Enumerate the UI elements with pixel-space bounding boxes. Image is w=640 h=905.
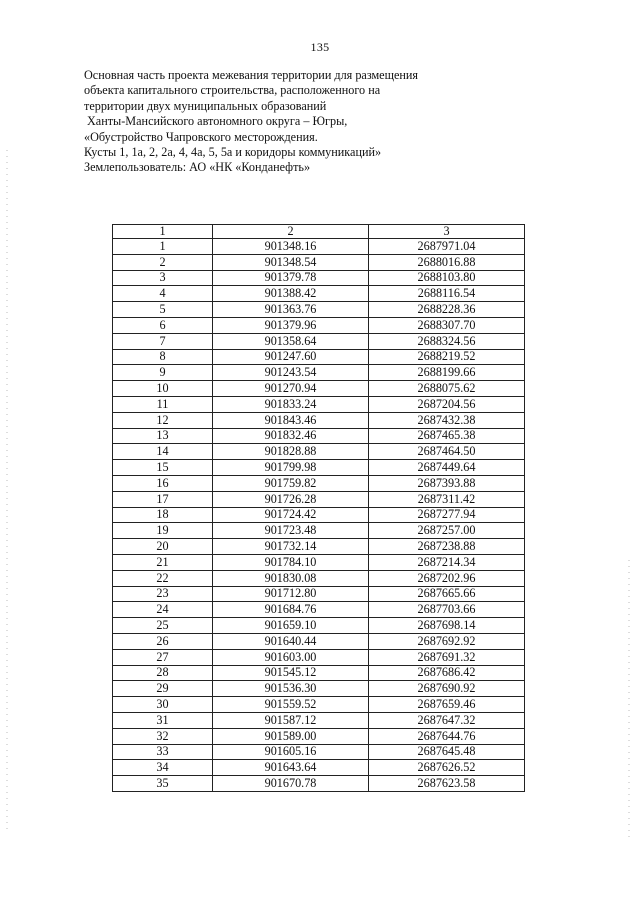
cell-x-coordinate: 901684.76 [213,602,369,618]
cell-point-number: 35 [113,776,213,792]
cell-y-coordinate: 2688307.70 [369,317,525,333]
cell-point-number: 10 [113,381,213,397]
cell-x-coordinate: 901830.08 [213,570,369,586]
cell-point-number: 2 [113,254,213,270]
cell-x-coordinate: 901536.30 [213,681,369,697]
cell-y-coordinate: 2688016.88 [369,254,525,270]
table-row [113,475,525,491]
table-row [113,444,525,460]
cell-x-coordinate: 901843.46 [213,412,369,428]
cell-point-number: 25 [113,618,213,634]
cell-point-number: 19 [113,523,213,539]
cell-point-number: 16 [113,475,213,491]
table-row [113,712,525,728]
table-row [113,633,525,649]
table-row [113,286,525,302]
table-row [113,523,525,539]
cell-x-coordinate: 901379.96 [213,317,369,333]
cell-point-number: 30 [113,697,213,713]
cell-point-number: 18 [113,507,213,523]
cell-x-coordinate: 901832.46 [213,428,369,444]
cell-point-number: 33 [113,744,213,760]
cell-y-coordinate: 2687432.38 [369,412,525,428]
cell-x-coordinate: 901833.24 [213,396,369,412]
coordinates-table [112,224,525,792]
cell-y-coordinate: 2687214.34 [369,554,525,570]
cell-x-coordinate: 901348.54 [213,254,369,270]
scan-edge-right [628,560,630,840]
cell-y-coordinate: 2687659.46 [369,697,525,713]
cell-point-number: 20 [113,539,213,555]
cell-x-coordinate: 901545.12 [213,665,369,681]
cell-x-coordinate: 901388.42 [213,286,369,302]
cell-x-coordinate: 901732.14 [213,539,369,555]
table-row [113,649,525,665]
table-row [113,333,525,349]
cell-x-coordinate: 901712.80 [213,586,369,602]
cell-y-coordinate: 2687465.38 [369,428,525,444]
cell-point-number: 34 [113,760,213,776]
cell-y-coordinate: 2688228.36 [369,302,525,318]
cell-y-coordinate: 2687238.88 [369,539,525,555]
cell-x-coordinate: 901363.76 [213,302,369,318]
cell-x-coordinate: 901559.52 [213,697,369,713]
cell-y-coordinate: 2687644.76 [369,728,525,744]
table-body [113,239,525,792]
header-line: «Обустройство Чапровского месторождения. [84,129,318,144]
table-row [113,744,525,760]
cell-y-coordinate: 2687698.14 [369,618,525,634]
table-row [113,491,525,507]
table-row [113,776,525,792]
cell-y-coordinate: 2687464.50 [369,444,525,460]
scan-edge-left [6,150,8,830]
table-row [113,728,525,744]
header-line: Ханты-Мансийского автономного округа – Югры, [87,114,348,129]
cell-y-coordinate: 2687647.32 [369,712,525,728]
cell-x-coordinate: 901589.00 [213,728,369,744]
cell-point-number: 21 [113,554,213,570]
cell-y-coordinate: 2687645.48 [369,744,525,760]
cell-x-coordinate: 901247.60 [213,349,369,365]
cell-point-number: 17 [113,491,213,507]
table-row [113,681,525,697]
table-row [113,317,525,333]
document-header [84,68,444,176]
cell-y-coordinate: 2687449.64 [369,460,525,476]
cell-point-number: 15 [113,460,213,476]
cell-y-coordinate: 2688219.52 [369,349,525,365]
cell-point-number: 3 [113,270,213,286]
cell-y-coordinate: 2688075.62 [369,381,525,397]
table-row [113,365,525,381]
cell-point-number: 28 [113,665,213,681]
table-header-row [113,225,525,239]
cell-y-coordinate: 2687665.66 [369,586,525,602]
cell-y-coordinate: 2687686.42 [369,665,525,681]
cell-point-number: 29 [113,681,213,697]
cell-x-coordinate: 901726.28 [213,491,369,507]
cell-x-coordinate: 901828.88 [213,444,369,460]
cell-x-coordinate: 901759.82 [213,475,369,491]
cell-y-coordinate: 2687257.00 [369,523,525,539]
cell-y-coordinate: 2688116.54 [369,286,525,302]
cell-x-coordinate: 901659.10 [213,618,369,634]
table-row [113,396,525,412]
page-number: 135 [310,40,330,54]
table-row [113,239,525,255]
column-header-x: 2 [213,225,369,239]
cell-x-coordinate: 901784.10 [213,554,369,570]
table-row [113,760,525,776]
cell-x-coordinate: 901358.64 [213,333,369,349]
cell-y-coordinate: 2687703.66 [369,602,525,618]
table-row [113,412,525,428]
table-row [113,507,525,523]
cell-x-coordinate: 901587.12 [213,712,369,728]
table-row [113,349,525,365]
cell-y-coordinate: 2687311.42 [369,491,525,507]
cell-y-coordinate: 2687971.04 [369,239,525,255]
header-line: территории двух муниципальных образований [84,98,327,113]
cell-y-coordinate: 2687691.32 [369,649,525,665]
cell-x-coordinate: 901640.44 [213,633,369,649]
table-row [113,428,525,444]
cell-x-coordinate: 901379.78 [213,270,369,286]
cell-x-coordinate: 901348.16 [213,239,369,255]
header-line: Землепользователь: АО «НК «Конданефть» [84,160,311,175]
cell-point-number: 11 [113,396,213,412]
cell-point-number: 9 [113,365,213,381]
header-line: объекта капитального строительства, расположенного на [84,83,381,98]
cell-point-number: 23 [113,586,213,602]
cell-y-coordinate: 2688324.56 [369,333,525,349]
table-row [113,697,525,713]
table-row [113,554,525,570]
column-header-point: 1 [113,225,213,239]
cell-x-coordinate: 901670.78 [213,776,369,792]
header-line: Основная часть проекта межевания территории для размещения [84,68,419,82]
table-row [113,381,525,397]
cell-point-number: 6 [113,317,213,333]
cell-y-coordinate: 2687692.92 [369,633,525,649]
table-row [113,586,525,602]
cell-point-number: 26 [113,633,213,649]
cell-y-coordinate: 2687204.56 [369,396,525,412]
cell-x-coordinate: 901243.54 [213,365,369,381]
header-line: Кусты 1, 1а, 2, 2а, 4, 4а, 5, 5а и коридоры коммуникаций» [84,145,382,160]
table-row [113,665,525,681]
cell-x-coordinate: 901723.48 [213,523,369,539]
cell-x-coordinate: 901605.16 [213,744,369,760]
cell-point-number: 12 [113,412,213,428]
cell-y-coordinate: 2688103.80 [369,270,525,286]
column-header-y: 3 [369,225,525,239]
cell-y-coordinate: 2687626.52 [369,760,525,776]
table-row [113,618,525,634]
cell-x-coordinate: 901643.64 [213,760,369,776]
table-row [113,270,525,286]
cell-point-number: 14 [113,444,213,460]
cell-point-number: 31 [113,712,213,728]
cell-point-number: 5 [113,302,213,318]
cell-y-coordinate: 2687202.96 [369,570,525,586]
table-row [113,570,525,586]
cell-point-number: 1 [113,239,213,255]
cell-point-number: 22 [113,570,213,586]
cell-point-number: 32 [113,728,213,744]
table-row [113,539,525,555]
cell-point-number: 4 [113,286,213,302]
table-row [113,602,525,618]
cell-x-coordinate: 901799.98 [213,460,369,476]
cell-x-coordinate: 901724.42 [213,507,369,523]
cell-y-coordinate: 2687690.92 [369,681,525,697]
cell-y-coordinate: 2687393.88 [369,475,525,491]
cell-x-coordinate: 901603.00 [213,649,369,665]
table-row [113,254,525,270]
cell-point-number: 24 [113,602,213,618]
cell-point-number: 27 [113,649,213,665]
cell-point-number: 7 [113,333,213,349]
cell-point-number: 8 [113,349,213,365]
cell-y-coordinate: 2687623.58 [369,776,525,792]
cell-x-coordinate: 901270.94 [213,381,369,397]
table-row [113,302,525,318]
cell-y-coordinate: 2688199.66 [369,365,525,381]
cell-point-number: 13 [113,428,213,444]
cell-y-coordinate: 2687277.94 [369,507,525,523]
table-row [113,460,525,476]
